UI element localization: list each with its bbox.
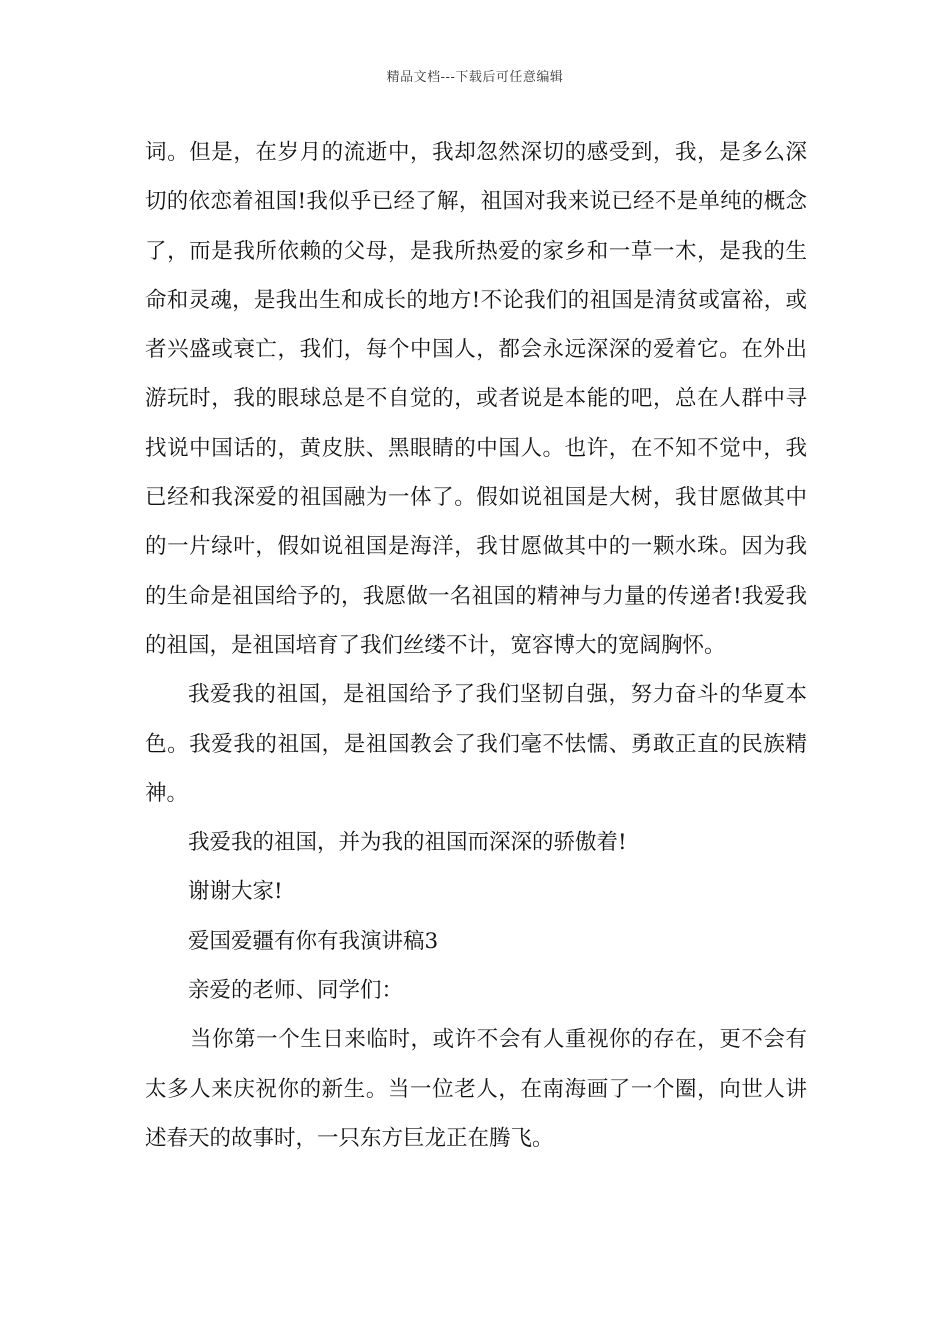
paragraph-opening: 当你第一个生日来临时，或许不会有人重视你的存在，更不会有太多人来庆祝你的新生。当一位老人，在南海画了一个圈，向世人讲述春天的故事时，一只东方巨龙正在腾飞。 bbox=[145, 1027, 807, 1151]
speech-title: 爱国爱疆有你有我演讲稿3 bbox=[188, 928, 439, 954]
paragraph-proud: 我爱我的祖国，并为我的祖国而深深的骄傲着! bbox=[188, 830, 627, 856]
paragraph-thanks: 谢谢大家! bbox=[188, 879, 283, 905]
page-header: 精品文档---下载后可任意编辑 bbox=[386, 70, 564, 85]
paragraph-national-character: 我爱我的祖国，是祖国给予了我们坚韧自强，努力奋斗的华夏本色。我爱我的祖国，是祖国教会了我们毫不怯懦、勇敢正直的民族精神。 bbox=[145, 682, 807, 806]
paragraph-continuation: 词。但是，在岁月的流逝中，我却忽然深切的感受到，我，是多么深切的依恋着祖国!我似乎已经了解，祖国对我来说已经不是单纯的概念了，而是我所依赖的父母，是我所热爱的家乡和一草一木，是我的生命和灵魂，是我出生和成长的地方!不论我们的祖国是清贫或富裕，或者兴盛或衰亡，我们，每个中国人，都会永远深深的爱着它。在外出游玩时，我的眼球总是不自觉的，或者说是本能的吧，总在人群中寻找说中国话的，黄皮肤、黑眼睛的中国人。也许，在不知不觉中，我已经和我深爱的祖国融为一体了。假如说祖国是大树，我甘愿做其中的一片绿叶，假如说祖国是海洋，我甘愿做其中的一颗水珠。因为我的生命是祖国给予的，我愿做一名祖国的精神与力量的传递者!我爱我的祖国，是祖国培育了我们丝缕不计，宽容博大的宽阔胸怀。 bbox=[145, 140, 807, 658]
document-body bbox=[145, 128, 807, 1163]
salutation: 亲爱的老师、同学们： bbox=[188, 978, 404, 1004]
